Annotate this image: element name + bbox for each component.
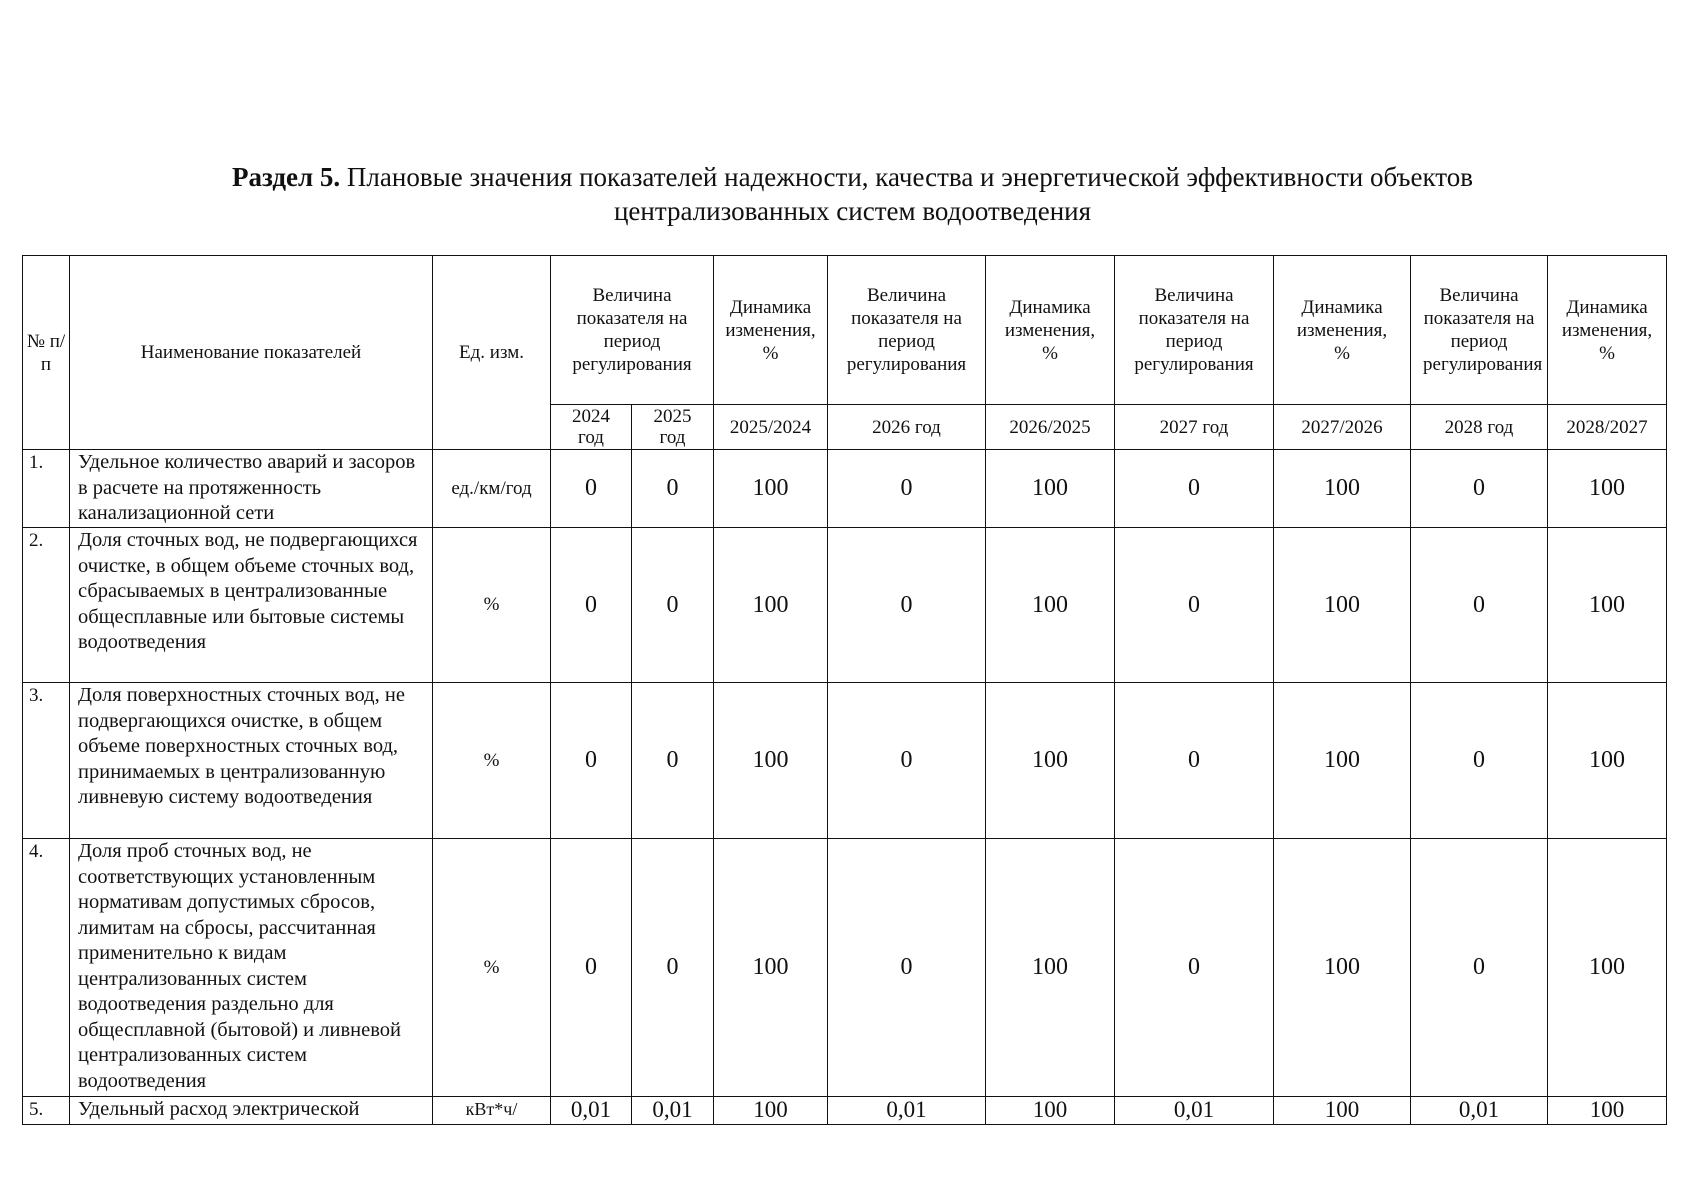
table-row [23, 528, 1667, 683]
dynamics-2025-2024: 100 [714, 839, 828, 1097]
value-2026: 0 [828, 528, 986, 683]
header-name: Наименование показателей [70, 256, 433, 450]
header-year-2027: 2027 год [1115, 405, 1274, 450]
value-2024: 0 [551, 683, 632, 839]
dynamics-2025-2024: 100 [714, 528, 828, 683]
indicator-name: Удельное количество аварий и засоров в расчете на протяженность канализационной сети [70, 450, 433, 528]
dynamics-2026-2025: 100 [986, 450, 1115, 528]
value-2026: 0 [828, 683, 986, 839]
value-2028: 0 [1411, 450, 1548, 528]
indicators-table [22, 255, 1667, 1125]
dynamics-2026-2025: 100 [986, 839, 1115, 1097]
dynamics-2026-2025: 100 [986, 528, 1115, 683]
header-year-2024: 2024 год [551, 405, 632, 450]
dynamics-2025-2024: 100 [714, 450, 828, 528]
value-2026: 0 [828, 450, 986, 528]
dynamics-2026-2025: 100 [986, 1097, 1115, 1125]
header-ratio-2025-2024: 2025/2024 [714, 405, 828, 450]
dynamics-2025-2024: 100 [714, 683, 828, 839]
value-2025: 0,01 [632, 1097, 714, 1125]
header-dynamics-2027: Динамика изменения, % [1274, 256, 1411, 405]
unit: % [433, 528, 551, 683]
table-row [23, 683, 1667, 839]
value-2026: 0 [828, 839, 986, 1097]
row-number: 2. [23, 528, 70, 683]
row-number: 3. [23, 683, 70, 839]
value-2028: 0 [1411, 528, 1548, 683]
value-2024: 0,01 [551, 1097, 632, 1125]
value-2027: 0 [1115, 683, 1274, 839]
indicator-name: Удельный расход электрической [70, 1097, 433, 1125]
value-2025: 0 [632, 450, 714, 528]
table-row [23, 839, 1667, 1097]
header-dynamics-2025: Динамика изменения, % [714, 256, 828, 405]
header-ratio-2027-2026: 2027/2026 [1274, 405, 1411, 450]
unit: % [433, 683, 551, 839]
indicator-name: Доля сточных вод, не подвергающихся очистке, в общем объеме сточных вод, сбрасываемых в централизованные общесплавные или бытовые системы водоотведения [70, 528, 433, 683]
header-year-2026: 2026 год [828, 405, 986, 450]
dynamics-2027-2026: 100 [1274, 450, 1411, 528]
table-row [23, 1097, 1667, 1125]
dynamics-2027-2026: 100 [1274, 839, 1411, 1097]
value-2027: 0 [1115, 528, 1274, 683]
unit: % [433, 839, 551, 1097]
dynamics-2028-2027: 100 [1548, 450, 1667, 528]
header-ratio-2028-2027: 2028/2027 [1548, 405, 1667, 450]
dynamics-2028-2027: 100 [1548, 839, 1667, 1097]
dynamics-2027-2026: 100 [1274, 528, 1411, 683]
table-row [23, 450, 1667, 528]
section-label: Раздел 5. [232, 162, 341, 192]
value-2025: 0 [632, 683, 714, 839]
dynamics-2028-2027: 100 [1548, 528, 1667, 683]
value-2025: 0 [632, 528, 714, 683]
value-2024: 0 [551, 450, 632, 528]
value-2025: 0 [632, 839, 714, 1097]
header-year-2028: 2028 год [1411, 405, 1548, 450]
header-ratio-2026-2025: 2026/2025 [986, 405, 1115, 450]
unit: ед./км/год [433, 450, 551, 528]
header-year-2025: 2025 год [632, 405, 714, 450]
page-title [0, 160, 1705, 228]
dynamics-2027-2026: 100 [1274, 683, 1411, 839]
value-2024: 0 [551, 528, 632, 683]
row-number: 1. [23, 450, 70, 528]
value-2026: 0,01 [828, 1097, 986, 1125]
dynamics-2026-2025: 100 [986, 683, 1115, 839]
dynamics-2028-2027: 100 [1548, 1097, 1667, 1125]
dynamics-2027-2026: 100 [1274, 1097, 1411, 1125]
value-2027: 0,01 [1115, 1097, 1274, 1125]
header-value-period-2028: Величина показателя на период регулирования [1411, 256, 1548, 405]
header-dynamics-2028: Динамика изменения, % [1548, 256, 1667, 405]
dynamics-2025-2024: 100 [714, 1097, 828, 1125]
row-number: 5. [23, 1097, 70, 1125]
indicator-name: Доля поверхностных сточных вод, не подвергающихся очистке, в общем объеме поверхностных сточных вод, принимаемых в централизованную ливневую систему водоотведения [70, 683, 433, 839]
header-unit: Ед. изм. [433, 256, 551, 450]
header-value-period-2027: Величина показателя на период регулирования [1115, 256, 1274, 405]
value-2027: 0 [1115, 839, 1274, 1097]
value-2028: 0,01 [1411, 1097, 1548, 1125]
title-line-2: централизованных систем водоотведения [613, 196, 1092, 226]
dynamics-2028-2027: 100 [1548, 683, 1667, 839]
indicator-name: Доля проб сточных вод, не соответствующих установленным нормативам допустимых сбросов, лимитам на сбросы, рассчитанная применительно к видам централизованных систем водоотведения раздельно для общесплавной (бытовой) и ливневой централизованных систем водоотведения [70, 839, 433, 1097]
row-number: 4. [23, 839, 70, 1097]
unit: кВт*ч/ [433, 1097, 551, 1125]
value-2027: 0 [1115, 450, 1274, 528]
header-dynamics-2026: Динамика изменения, % [986, 256, 1115, 405]
value-2028: 0 [1411, 839, 1548, 1097]
header-value-period-2024-2025: Величина показателя на период регулирования [551, 256, 714, 405]
value-2028: 0 [1411, 683, 1548, 839]
title-line-1: Плановые значения показателей надежности, качества и энергетической эффективности объектов [346, 162, 1473, 192]
value-2024: 0 [551, 839, 632, 1097]
header-value-period-2026: Величина показателя на период регулирования [828, 256, 986, 405]
header-num: № п/п [23, 256, 70, 450]
